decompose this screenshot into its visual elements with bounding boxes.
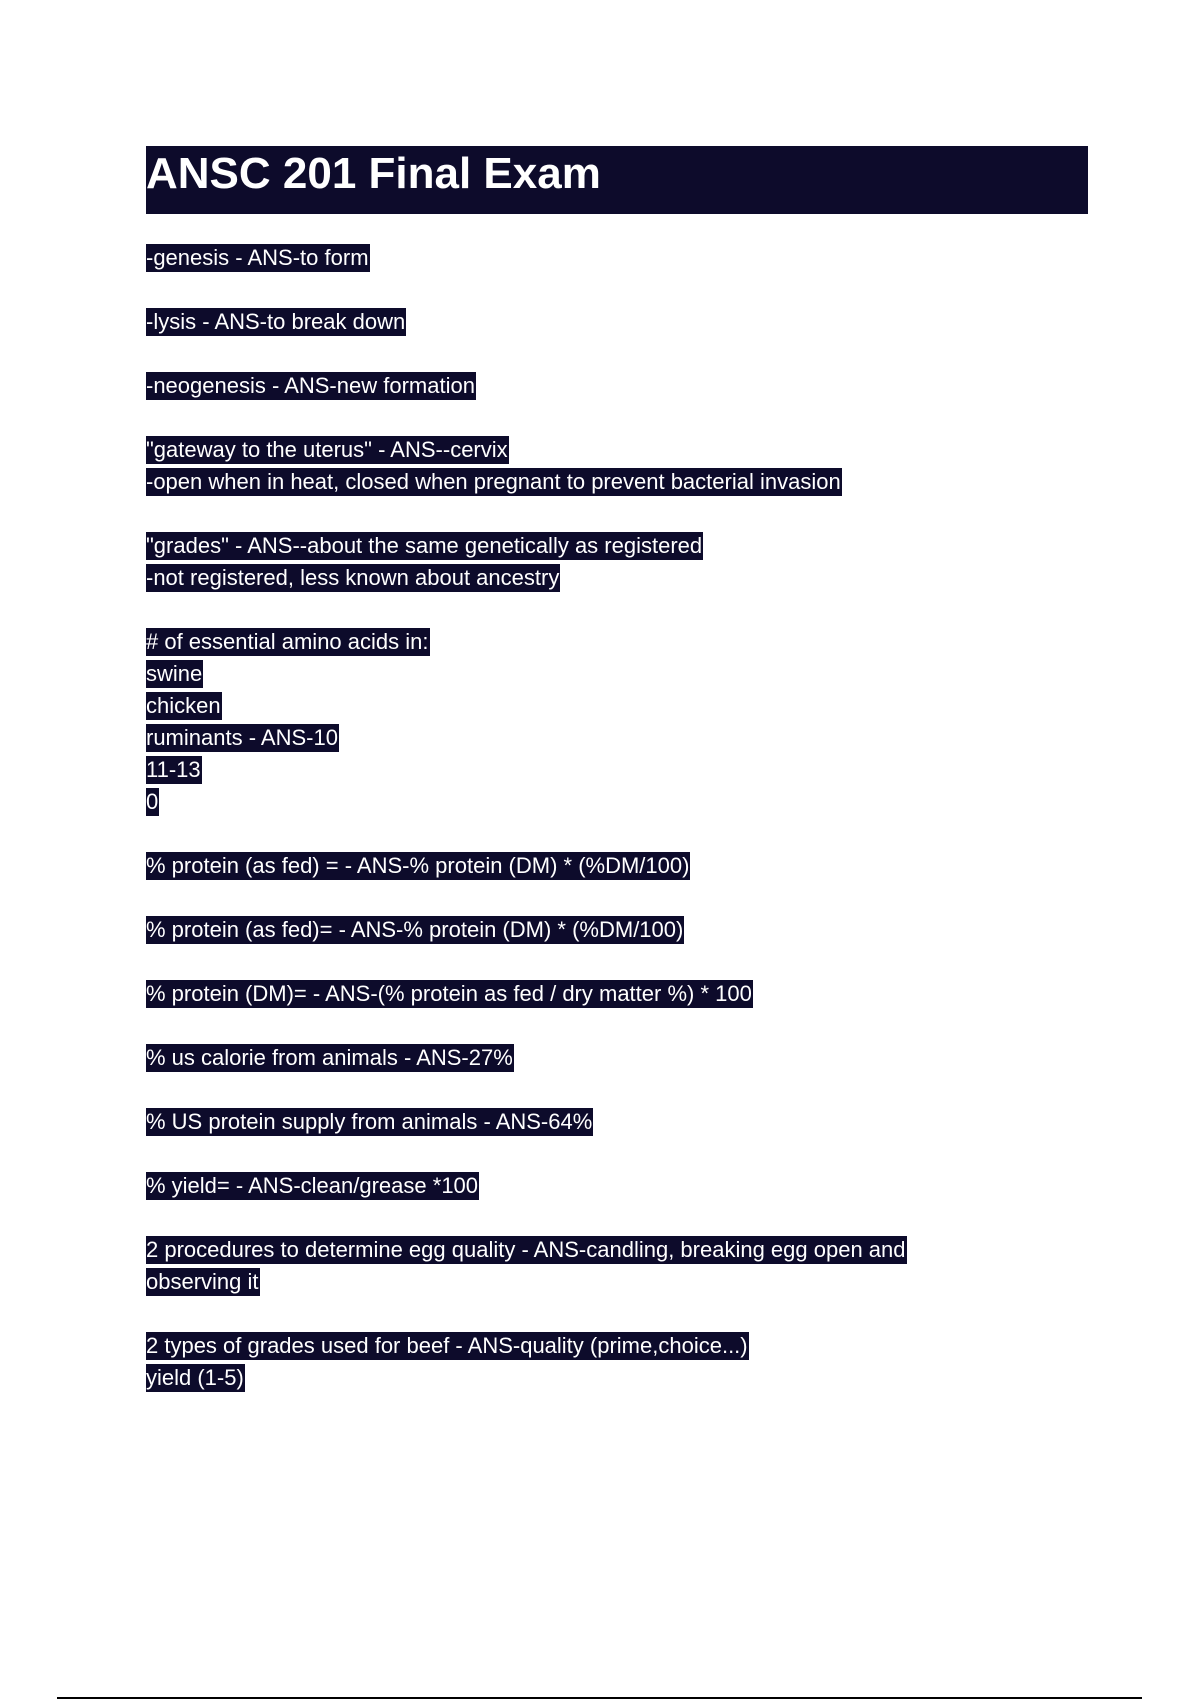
entry-line: -lysis - ANS-to break down: [146, 309, 406, 334]
flashcard-entry: [146, 852, 1088, 884]
entry-line: "gateway to the uterus" - ANS--cervix: [146, 437, 508, 462]
flashcard-entry: [146, 1332, 1088, 1396]
entry-line: -open when in heat, closed when pregnant to prevent bacterial invasion: [146, 469, 841, 494]
flashcard-entry: [146, 916, 1088, 948]
flashcard-entry: [146, 244, 1088, 276]
flashcard-entry: [146, 1172, 1088, 1204]
flashcard-entry: [146, 1236, 1088, 1300]
entry-line: -not registered, less known about ancestry: [146, 565, 560, 590]
entry-line: "grades" - ANS--about the same genetically as registered: [146, 533, 703, 558]
entry-line: % us calorie from animals - ANS-27%: [146, 1045, 513, 1070]
flashcard-entry: [146, 308, 1088, 340]
flashcard-entry: [146, 532, 1088, 596]
entry-line: % US protein supply from animals - ANS-64%: [146, 1109, 593, 1134]
document-title: ANSC 201 Final Exam: [146, 149, 601, 198]
entry-line: % protein (DM)= - ANS-(% protein as fed / dry matter %) * 100: [146, 981, 752, 1006]
page-bottom-rule: [57, 1697, 1142, 1699]
flashcard-entry: [146, 1108, 1088, 1140]
entry-line: yield (1-5): [146, 1365, 244, 1390]
entry-line: chicken: [146, 693, 221, 718]
entry-line: ruminants - ANS-10: [146, 725, 338, 750]
entry-line: % yield= - ANS-clean/grease *100: [146, 1173, 479, 1198]
entry-line: # of essential amino acids in:: [146, 629, 429, 654]
entry-line: -genesis - ANS-to form: [146, 245, 369, 270]
flashcard-entry: [146, 1044, 1088, 1076]
flashcard-list: [146, 244, 1088, 1428]
flashcard-entry: [146, 628, 1088, 820]
flashcard-entry: [146, 980, 1088, 1012]
entry-line: % protein (as fed)= - ANS-% protein (DM) * (%DM/100): [146, 917, 684, 942]
entry-line: 2 types of grades used for beef - ANS-quality (prime,choice...): [146, 1333, 748, 1358]
flashcard-entry: [146, 436, 1088, 500]
entry-line: -neogenesis - ANS-new formation: [146, 373, 475, 398]
entry-line: swine: [146, 661, 203, 686]
flashcard-entry: [146, 372, 1088, 404]
entry-line: % protein (as fed) = - ANS-% protein (DM) * (%DM/100): [146, 853, 690, 878]
entry-line: observing it: [146, 1269, 259, 1294]
entry-line: 2 procedures to determine egg quality - ANS-candling, breaking egg open and: [146, 1237, 906, 1262]
entry-line: 11-13: [146, 757, 201, 782]
entry-line: 0: [146, 789, 159, 814]
